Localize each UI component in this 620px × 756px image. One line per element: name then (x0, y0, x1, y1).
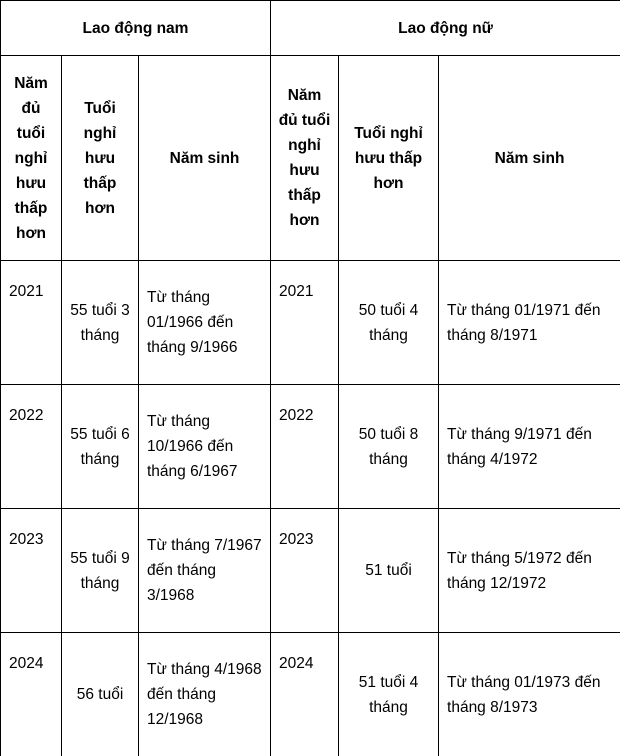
female-year-cell: 2022 (271, 385, 339, 509)
female-age-cell: 51 tuổi 4 tháng (339, 633, 439, 756)
male-year-cell: 2023 (1, 509, 62, 633)
male-birth-cell: Từ tháng 4/1968 đến tháng 12/1968 (139, 633, 271, 756)
male-year-cell: 2022 (1, 385, 62, 509)
column-header-row (1, 56, 620, 261)
male-birth-cell: Từ tháng 10/1966 đến tháng 6/1967 (139, 385, 271, 509)
male-group-header: Lao động nam (1, 1, 271, 56)
female-birth-header: Năm sinh (439, 56, 620, 261)
male-age-cell: 55 tuổi 3 tháng (62, 261, 139, 385)
female-age-cell: 50 tuổi 4 tháng (339, 261, 439, 385)
male-year-cell: 2024 (1, 633, 62, 756)
group-header-row (1, 1, 620, 56)
female-birth-cell: Từ tháng 9/1971 đến tháng 4/1972 (439, 385, 620, 509)
female-age-cell: 51 tuổi (339, 509, 439, 633)
female-birth-cell: Từ tháng 5/1972 đến tháng 12/1972 (439, 509, 620, 633)
female-group-header: Lao động nữ (271, 1, 620, 56)
male-age-cell: 55 tuổi 9 tháng (62, 509, 139, 633)
female-birth-cell: Từ tháng 01/1971 đến tháng 8/1971 (439, 261, 620, 385)
female-year-cell: 2023 (271, 509, 339, 633)
male-birth-cell: Từ tháng 7/1967 đến tháng 3/1968 (139, 509, 271, 633)
table-row (1, 633, 620, 756)
male-age-cell: 56 tuổi (62, 633, 139, 756)
table-row (1, 509, 620, 633)
male-birth-header: Năm sinh (139, 56, 271, 261)
male-age-cell: 55 tuổi 6 tháng (62, 385, 139, 509)
female-age-cell: 50 tuổi 8 tháng (339, 385, 439, 509)
male-age-header: Tuổi nghỉ hưu thấp hơn (62, 56, 139, 261)
male-year-header: Năm đủ tuổi nghỉ hưu thấp hơn (1, 56, 62, 261)
male-birth-cell: Từ tháng 01/1966 đến tháng 9/1966 (139, 261, 271, 385)
female-age-header: Tuổi nghỉ hưu thấp hơn (339, 56, 439, 261)
female-year-cell: 2021 (271, 261, 339, 385)
table-row (1, 385, 620, 509)
female-birth-cell: Từ tháng 01/1973 đến tháng 8/1973 (439, 633, 620, 756)
female-year-cell: 2024 (271, 633, 339, 756)
table-row (1, 261, 620, 385)
male-year-cell: 2021 (1, 261, 62, 385)
female-year-header: Năm đủ tuổi nghỉ hưu thấp hơn (271, 56, 339, 261)
